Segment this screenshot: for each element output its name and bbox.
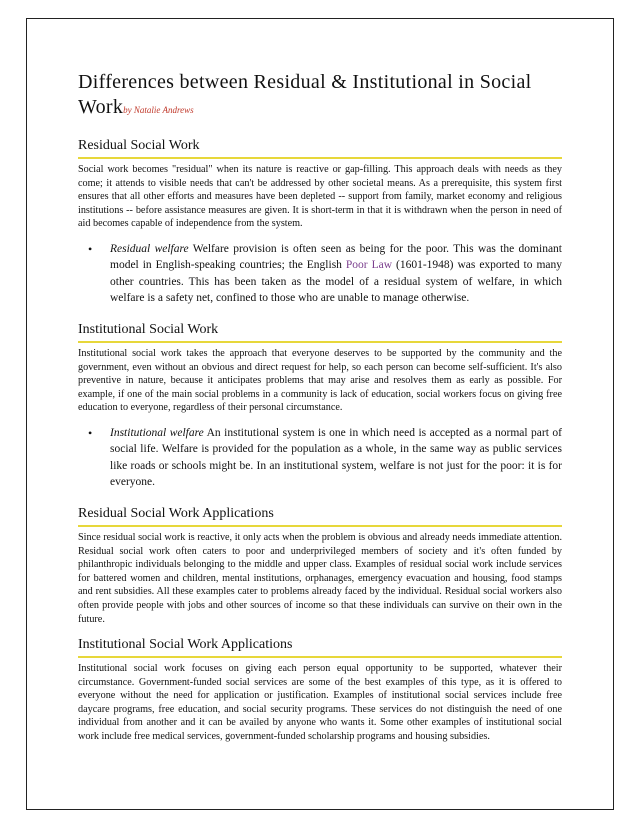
document-title: [78, 70, 562, 123]
section-paragraph: Social work becomes "residual" when its nature is reactive or gap-filling. This approach deals with needs as they come; it attends to visible needs that can't be addressed by other societal means. As a prerequisite, this system first ensures that all other efforts and measures have been depleted -- support from family, market economy and religious institutions -- before assistance measures are given. It is short-term in that it is withdrawn when the person in need of aid becomes capable of independence from the system.: [78, 164, 562, 230]
section-heading: Residual Social Work Applications: [78, 505, 562, 527]
bullet-text: [110, 241, 562, 307]
bullet-icon: •: [88, 425, 93, 440]
bullet-term: Institutional welfare: [110, 426, 204, 439]
section-heading: Residual Social Work: [78, 137, 562, 159]
document-content: [78, 70, 562, 754]
bullet-body-a: Welfare provision is often seen as being for the poor. This was the dominant model in English-speaking countries; the English: [110, 242, 562, 272]
section-paragraph: Institutional social work takes the approach that everyone deserves to be supported by the community and the government, even without an obvious and direct request for help, so each person can become self-sufficient. It's also preventive in nature, because it anticipates problems that may arise and resolves them as early as possible. For example, if one of the main social problems in a community is lack of education, social workers focus on giving free education to everyone, regardless of their personal circumstance.: [78, 347, 562, 414]
section-heading: Institutional Social Work Applications: [78, 636, 562, 658]
bullet-text: [110, 425, 562, 491]
section-institutional-applications: [78, 636, 562, 744]
section-residual-applications: [78, 505, 562, 626]
bullet-term: Residual welfare: [110, 242, 189, 255]
section-paragraph: Since residual social work is reactive, it only acts when the problem is obvious and already needs immediate attention. Residual social work often caters to poor and underprivileged members of society and it's often funded by philanthropic individuals belonging to the middle and upper class. Examples of residual social work include services for battered women and children, mental institutions, orphanages, emergency evacuation and housing, food stamps and rent subsidies. All these examples cater to problems already faced by the individual. Residual social workers also often provide people with jobs and other sources of income so that these individuals can survive on their own in the future.: [78, 531, 562, 625]
bullet-body-b: (1601-1948) was exported to many other countries. This has been taken as the model of a residual system of welfare, in which welfare is a safety net, confined to those who are unable to manage otherwise.: [110, 259, 562, 305]
bullet-icon: •: [88, 241, 93, 256]
section-institutional: [78, 321, 562, 491]
section-heading: Institutional Social Work: [78, 321, 562, 343]
section-paragraph: Institutional social work focuses on giving each person equal opportunity to be supported, whatever their circumstance. Government-funded social services are some of the best examples of this type, as it is offered to everyone without the need for application or justification. Examples of institutional social services include free daycare programs, free education, and social security programs. These services do not distinguish the need of one individual from another and it can be availed by anyone who wants it. Some other examples of institutional social work include free medical services, government-funded scholarship programs and housing subsidies.: [78, 663, 562, 743]
author-byline: by Natalie Andrews: [123, 105, 194, 115]
bullet-item: [78, 425, 562, 491]
bullet-item: [78, 241, 562, 307]
section-residual: [78, 137, 562, 307]
bullet-body: An institutional system is one in which need is accepted as a normal part of social life. Welfare is provided for the population as a whole, in the same way as public services like roads or schools might be. In an institutional system, welfare is not just for the poor: it is for everyone.: [110, 426, 562, 489]
title-text: Differences between Residual & Institutional in Social Work: [78, 71, 532, 118]
poor-law-link[interactable]: Poor Law: [345, 259, 393, 272]
